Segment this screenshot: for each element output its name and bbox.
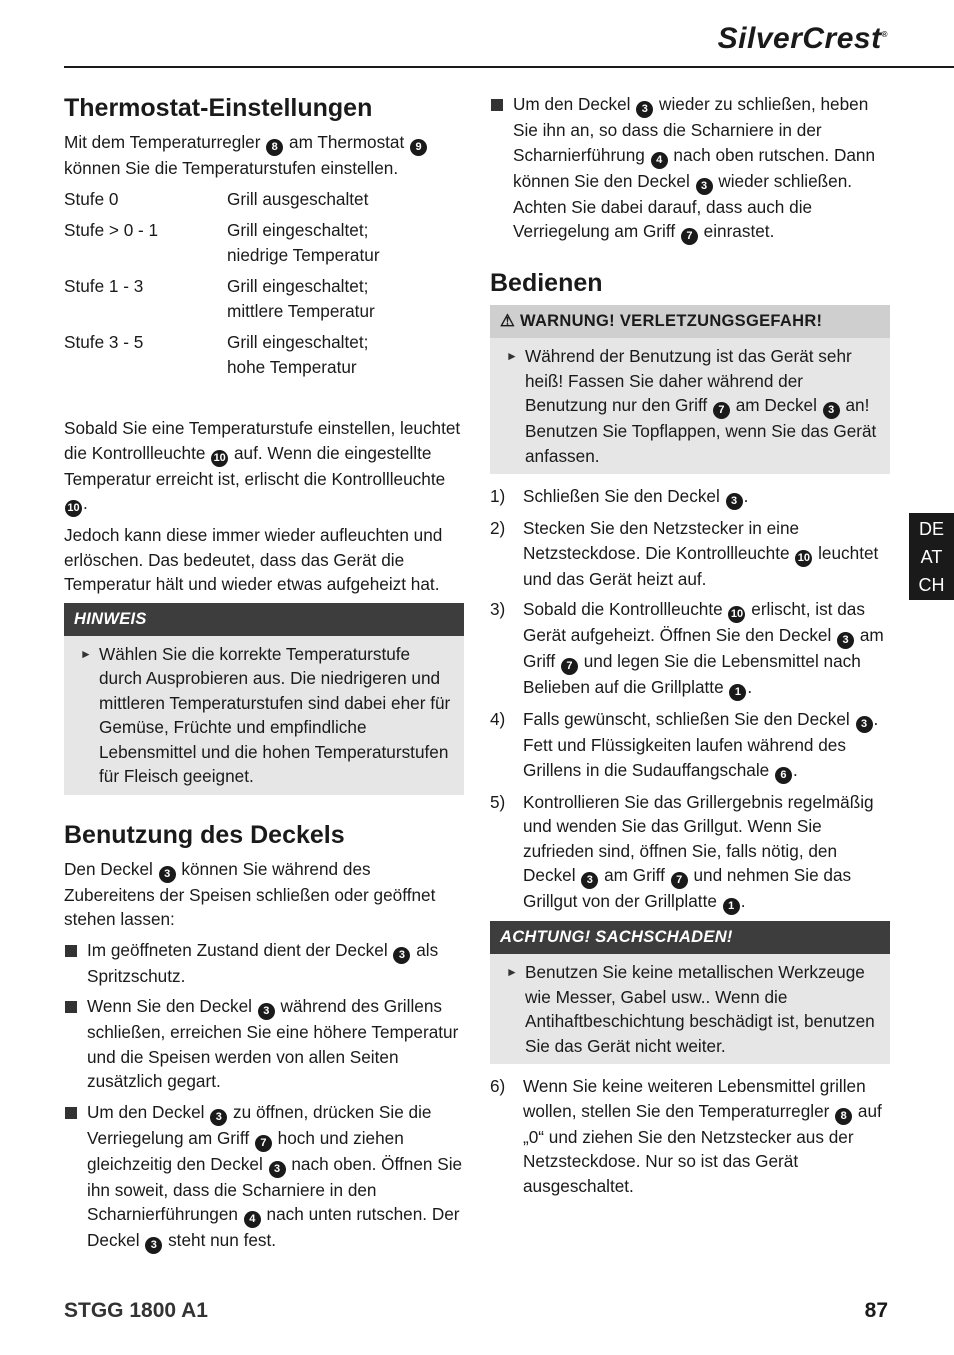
- step-item: 1) Schließen Sie den Deckel 3 .: [490, 484, 890, 510]
- level-label: Stufe > 0 - 1: [64, 220, 159, 240]
- warning-box: [490, 305, 890, 474]
- callout-number: 7: [713, 402, 730, 419]
- level-label: Stufe 3 - 5: [64, 332, 144, 352]
- level-table: [64, 187, 464, 387]
- callout-number: 3: [210, 1109, 227, 1126]
- step-number: 5): [490, 791, 506, 812]
- step-number: 2): [490, 518, 506, 538]
- level-row: [64, 218, 464, 274]
- hinweis-text: Wählen Sie die korrekte Temperaturstufe durch Ausprobieren aus. Die niedrigeren und mittleren Temperaturstufen sind dabei eher für Gemüse, Früchte und empfindliche Lebensmittel und die hohen Temperaturstufen für Fleisch geeignet.: [99, 643, 451, 786]
- step-number: 1): [490, 486, 506, 506]
- callout-number: 3: [726, 493, 743, 510]
- steps-list-2: [490, 1074, 890, 1198]
- step-item: 4) Falls gewünscht, schließen Sie den Deckel 3 . Fett und Flüssigkeiten laufen während des Grillens in die Sudauffangschale 6 .: [490, 707, 890, 784]
- deckel-intro: Den Deckel 3 können Sie während des Zubereitens der Speisen schließen oder geöffnet stehen lassen:: [64, 858, 436, 929]
- level-label: Stufe 1 - 3: [64, 276, 144, 296]
- caution-title: ACHTUNG! SACHSCHADEN!: [490, 921, 890, 954]
- thermostat-para-2: Jedoch kann diese immer wieder aufleuchten und erlöschen. Das bedeutet, dass das Gerät die Temperatur hält und wieder etwas aufgeheizt hat.: [64, 525, 443, 594]
- page-number: 87: [864, 1299, 888, 1322]
- callout-number: 3: [393, 947, 410, 964]
- caution-text: Benutzen Sie keine metallischen Werkzeuge wie Messer, Gabel usw.. Wenn die Antihaftbeschichtung beschädigt ist, benutzen Sie das Gerät nicht weiter.: [525, 962, 875, 1056]
- callout-number: 4: [651, 152, 668, 169]
- arrow-icon: ►: [80, 646, 92, 661]
- model-number: STGG 1800 A1: [64, 1299, 208, 1322]
- level-row: [64, 274, 464, 330]
- warning-text: Während der Benutzung ist das Gerät sehr heiß! Fassen Sie daher während der Benutzung nur den Griff 7 am Deckel 3 an! Benutzen Sie Topflappen, wenn Sie das Gerät anfassen.: [525, 346, 877, 466]
- warning-triangle-icon: ⚠: [500, 312, 520, 330]
- callout-number: 3: [696, 178, 713, 195]
- callout-number: 3: [823, 402, 840, 419]
- square-bullet-icon: [491, 99, 503, 111]
- list-item: Wenn Sie den Deckel 3 während des Grillens schließen, erreichen Sie eine höhere Temperatur und die Speisen werden von allen Seiten zusätzlich gegart.: [64, 994, 464, 1094]
- right-column: [490, 92, 890, 1204]
- square-bullet-icon: [65, 1001, 77, 1013]
- level-description: Grill ausgeschaltet: [227, 188, 369, 209]
- step-item: 6) Wenn Sie keine weiteren Lebensmittel grillen wollen, stellen Sie den Temperaturregler 8 auf „0“ und ziehen Sie den Netzstecker aus der Netzsteckdose. Nur so ist das Gerät ausgeschaltet.: [490, 1076, 882, 1196]
- hinweis-box: [64, 603, 464, 795]
- deckel-bullet-list: [64, 938, 464, 1255]
- header-rule: [64, 66, 954, 68]
- caution-box: [490, 921, 890, 1064]
- callout-number: 9: [410, 139, 427, 156]
- callout-number: 7: [671, 872, 688, 889]
- silvercrest-logo: SilverCrest®: [717, 22, 888, 55]
- thermostat-para-1: Sobald Sie eine Temperaturstufe einstellen, leuchtet die Kontrollleuchte 10 auf. Wenn die eingestellte Temperatur erreicht ist, erlischt die Kontrollleuchte 10 .: [64, 416, 464, 517]
- callout-number: 10: [65, 500, 82, 517]
- callout-number: 4: [244, 1211, 261, 1228]
- level-row: [64, 330, 464, 386]
- callout-number: 10: [211, 450, 228, 467]
- level-description: Grill eingeschaltet; mittlere Temperatur: [227, 276, 375, 321]
- list-item: Im geöffneten Zustand dient der Deckel 3 als Spritzschutz.: [64, 938, 464, 989]
- close-lid-bullet: Um den Deckel 3 wieder zu schließen, heben Sie ihn an, so dass die Scharniere in der Scharnierführung 4 nach oben rutschen. Dann können Sie den Deckel 3 wieder schließen. Achten Sie dabei darauf, dass auch die Verriegelung am Griff 7 einrastet.: [490, 92, 890, 245]
- list-item: Um den Deckel 3 zu öffnen, drücken Sie die Verriegelung am Griff 7 hoch und ziehen gleichzeitig den Deckel 3 nach oben. Öffnen Sie ihn soweit, dass die Scharniere in den Scharnierführungen 4 nach unten rutschen. Der Deckel 3 steht nun fest.: [64, 1100, 464, 1255]
- callout-number: 10: [728, 606, 745, 623]
- callout-number: 10: [795, 550, 812, 567]
- level-row: [64, 187, 464, 219]
- callout-number: 3: [258, 1003, 275, 1020]
- callout-number: 3: [159, 866, 176, 883]
- callout-number: 7: [561, 658, 578, 675]
- step-number: 4): [490, 709, 506, 729]
- level-label: Stufe 0: [64, 188, 119, 209]
- step-item: 5) Kontrollieren Sie das Grillergebnis regelmäßig und wenden Sie das Grillgut. Wenn Sie zufrieden sind, öffnen Sie, falls nötig, den Deckel 3 am Griff 7 und nehmen Sie das Grillgut von der Grillplatte 1 .: [490, 790, 890, 916]
- level-description: Grill eingeschaltet; hohe Temperatur: [227, 332, 369, 377]
- step-item: 3) Sobald die Kontrollleuchte 10 erlischt, ist das Gerät aufgeheizt. Öffnen Sie den Deckel 3 am Griff 7 und legen Sie die Lebensmittel nach Belieben auf die Grillplatte 1 .: [490, 597, 890, 701]
- callout-number: 7: [681, 228, 698, 245]
- left-column: [64, 92, 464, 1260]
- arrow-icon: ►: [506, 965, 518, 979]
- callout-number: 6: [775, 767, 792, 784]
- hinweis-title: HINWEIS: [64, 603, 464, 636]
- language-tab: DE AT CH: [909, 513, 954, 600]
- deckel-heading: Benutzung des Deckels: [64, 820, 345, 849]
- callout-number: 3: [269, 1161, 286, 1178]
- callout-number: 7: [255, 1135, 272, 1152]
- thermostat-heading: Thermostat-Einstellungen: [64, 94, 373, 122]
- warning-header: ⚠ WARNUNG! VERLETZUNGSGEFAHR!: [490, 305, 890, 338]
- steps-list: [490, 484, 890, 915]
- callout-number: 1: [723, 898, 740, 915]
- step-item: 2) Stecken Sie den Netzstecker in eine Netzsteckdose. Die Kontrollleuchte 10 leuchtet und das Gerät heizt auf.: [490, 518, 879, 589]
- level-description: Grill eingeschaltet; niedrige Temperatur: [227, 220, 380, 265]
- bedienen-heading: Bedienen: [490, 269, 603, 297]
- callout-number: 3: [581, 872, 598, 889]
- callout-number: 3: [837, 632, 854, 649]
- callout-number: 1: [729, 684, 746, 701]
- thermostat-intro: Mit dem Temperaturregler 8 am Thermostat 9 können Sie die Temperaturstufen einstellen.: [64, 130, 464, 181]
- step-number: 6): [490, 1076, 506, 1096]
- square-bullet-icon: [65, 945, 77, 957]
- square-bullet-icon: [65, 1107, 77, 1119]
- arrow-icon: ►: [506, 349, 518, 363]
- step-number: 3): [490, 599, 506, 619]
- callout-number: 3: [856, 716, 873, 733]
- callout-number: 8: [266, 139, 283, 156]
- callout-number: 3: [145, 1237, 162, 1254]
- callout-number: 8: [835, 1108, 852, 1125]
- callout-number: 3: [636, 101, 653, 118]
